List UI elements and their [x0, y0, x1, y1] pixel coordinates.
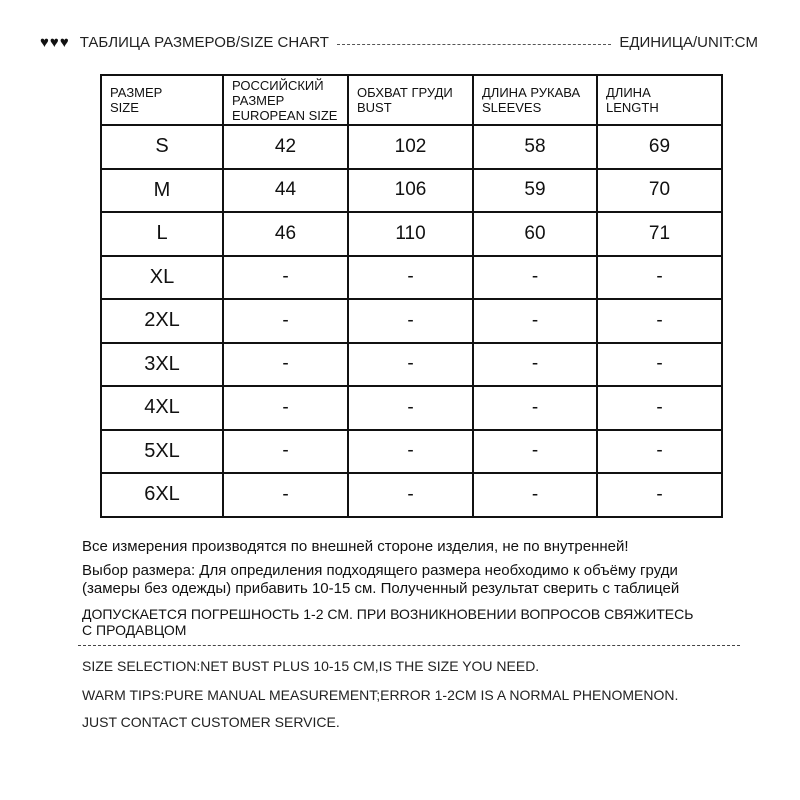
table-row — [101, 473, 722, 517]
bust-cell: - — [348, 386, 473, 430]
size-cell: XL — [101, 256, 223, 300]
header-line: SLEEVES — [482, 100, 542, 115]
header-line: LENGTH — [606, 100, 659, 115]
length-cell: - — [597, 386, 722, 430]
header-line: SIZE — [110, 100, 139, 115]
header-line: ОБХВАТ ГРУДИ — [357, 85, 453, 100]
size-cell: L — [101, 212, 223, 256]
table-row — [101, 125, 722, 169]
sleeves-cell: - — [473, 473, 597, 517]
sleeves-cell: 60 — [473, 212, 597, 256]
european-size-cell: 42 — [223, 125, 348, 169]
bust-cell: - — [348, 256, 473, 300]
european-size-cell: - — [223, 299, 348, 343]
table-row — [101, 386, 722, 430]
note-line: Выбор размера: Для опредиления подходящего размера необходимо к объёму груди — [82, 562, 678, 579]
bust-cell: - — [348, 430, 473, 474]
note-line: (замеры без одежды) прибавить 10-15 см. Полученный результат сверить с таблицей — [82, 580, 680, 597]
sleeves-cell: - — [473, 430, 597, 474]
bust-cell: - — [348, 473, 473, 517]
european-size-cell: - — [223, 386, 348, 430]
european-size-cell: 46 — [223, 212, 348, 256]
table-row — [101, 343, 722, 387]
header-dashed-divider — [337, 44, 611, 45]
length-cell: 70 — [597, 169, 722, 213]
table-header-row — [101, 75, 722, 125]
contact-note: JUST CONTACT CUSTOMER SERVICE. — [82, 714, 340, 730]
length-cell: - — [597, 473, 722, 517]
european-size-cell: - — [223, 343, 348, 387]
size-cell: 5XL — [101, 430, 223, 474]
warm-tips-note: WARM TIPS:PURE MANUAL MEASUREMENT;ERROR 1-2CM IS A NORMAL PHENOMENON. — [82, 687, 679, 703]
length-cell: 71 — [597, 212, 722, 256]
length-cell: - — [597, 430, 722, 474]
measurement-note: Все измерения производятся по внешней стороне изделия, не по внутренней! — [82, 538, 629, 555]
length-cell: - — [597, 343, 722, 387]
table-row — [101, 256, 722, 300]
bust-cell: 110 — [348, 212, 473, 256]
sleeves-cell: - — [473, 386, 597, 430]
bust-cell: 102 — [348, 125, 473, 169]
length-cell: - — [597, 299, 722, 343]
header-line: РАЗМЕР — [110, 85, 163, 100]
size-cell: 4XL — [101, 386, 223, 430]
size-cell: 6XL — [101, 473, 223, 517]
note-line: ДОПУСКАЕТСЯ ПОГРЕШНОСТЬ 1-2 СМ. ПРИ ВОЗНИКНОВЕНИИ ВОПРОСОВ СВЯЖИТЕСЬ — [82, 606, 694, 622]
european-size-cell: - — [223, 430, 348, 474]
length-cell: 69 — [597, 125, 722, 169]
sleeves-cell: - — [473, 299, 597, 343]
column-header-sleeves — [473, 75, 597, 125]
size-selection-note-ru — [82, 562, 772, 598]
european-size-cell: - — [223, 256, 348, 300]
sleeves-cell: 58 — [473, 125, 597, 169]
column-header-european-size — [223, 75, 348, 125]
header-line: РАЗМЕР — [232, 92, 285, 108]
column-header-size — [101, 75, 223, 125]
header-line: EUROPEAN SIZE — [232, 107, 338, 123]
header-line: BUST — [357, 100, 392, 115]
dashed-divider — [78, 645, 740, 646]
european-size-cell: 44 — [223, 169, 348, 213]
chart-header — [40, 32, 758, 52]
length-cell: - — [597, 256, 722, 300]
chart-title: ТАБЛИЦА РАЗМЕРОВ/SIZE CHART — [79, 33, 329, 51]
column-header-length — [597, 75, 722, 125]
size-cell: 2XL — [101, 299, 223, 343]
header-line: РОССИЙСКИЙ — [232, 77, 324, 93]
tolerance-note-ru — [82, 606, 772, 638]
table-row — [101, 430, 722, 474]
header-line: ДЛИНА РУКАВА — [482, 85, 581, 100]
unit-label: ЕДИНИЦА/UNIT:CM — [619, 33, 758, 51]
size-cell: S — [101, 125, 223, 169]
size-selection-note-en: SIZE SELECTION:NET BUST PLUS 10-15 CM,IS THE SIZE YOU NEED. — [82, 658, 540, 674]
column-header-bust — [348, 75, 473, 125]
sleeves-cell: - — [473, 256, 597, 300]
size-cell: M — [101, 169, 223, 213]
hearts-icon: ♥♥♥ — [40, 33, 70, 51]
sleeves-cell: - — [473, 343, 597, 387]
bust-cell: 106 — [348, 169, 473, 213]
table-row — [101, 169, 722, 213]
header-line: ДЛИНА — [606, 85, 651, 100]
bust-cell: - — [348, 299, 473, 343]
table-row — [101, 299, 722, 343]
note-line: С ПРОДАВЦОМ — [82, 622, 187, 638]
table-row — [101, 212, 722, 256]
bust-cell: - — [348, 343, 473, 387]
size-chart-table — [100, 74, 723, 518]
sleeves-cell: 59 — [473, 169, 597, 213]
european-size-cell: - — [223, 473, 348, 517]
size-cell: 3XL — [101, 343, 223, 387]
